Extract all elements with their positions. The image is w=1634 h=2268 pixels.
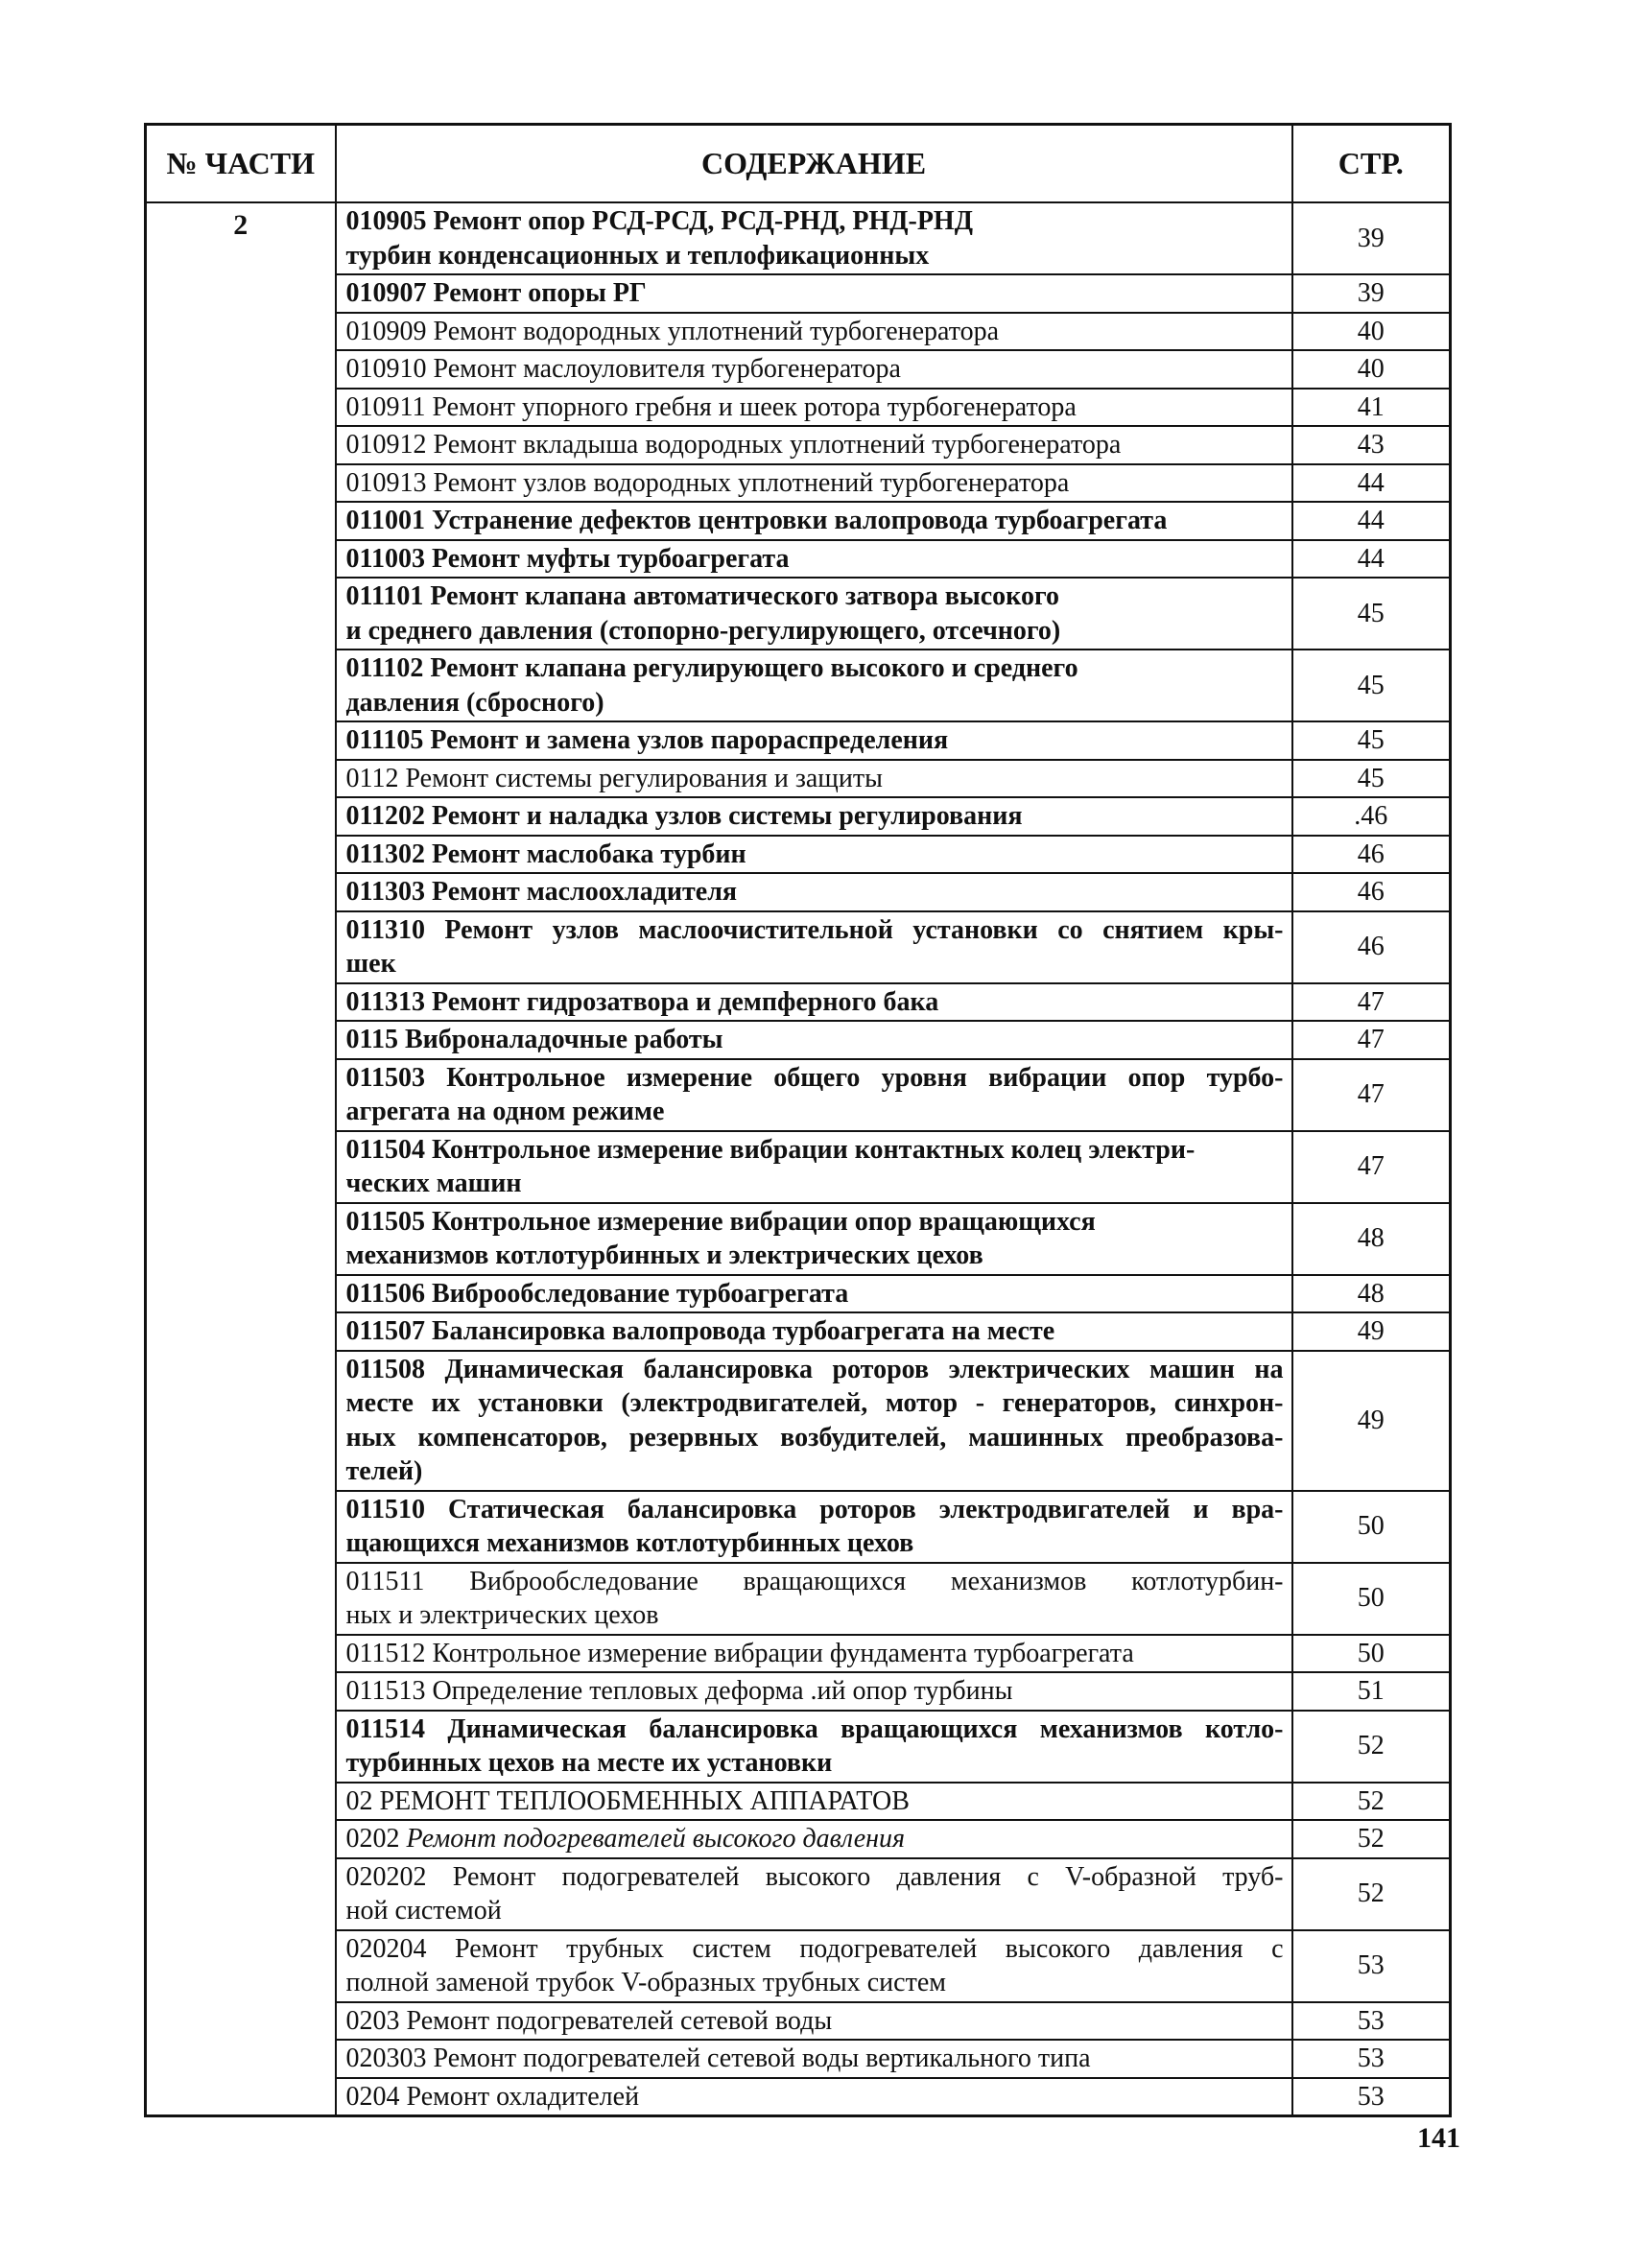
toc-entry xyxy=(336,202,1292,274)
toc-entry-line: 011310 Ремонт узлов маслоочистительной установки со снятием кры- xyxy=(345,914,1284,945)
toc-section-heading: 02 РЕМОНТ ТЕПЛООБМЕННЫХ АППАРАТОВ xyxy=(345,1785,910,1816)
toc-row xyxy=(146,313,1451,351)
toc-page: 41 xyxy=(1292,389,1451,427)
toc-entry xyxy=(336,1711,1292,1783)
toc-page: 48 xyxy=(1292,1275,1451,1313)
toc-page: 45 xyxy=(1292,721,1451,760)
toc-row xyxy=(146,1783,1451,1821)
toc-page: 49 xyxy=(1292,1351,1451,1491)
toc-entry xyxy=(336,274,1292,313)
header-contents-label: СОДЕРЖАНИЕ xyxy=(336,125,1292,203)
toc-row xyxy=(146,578,1451,650)
toc-entry xyxy=(336,1930,1292,2002)
toc-row xyxy=(146,1711,1451,1783)
toc-row xyxy=(146,721,1451,760)
toc-entry xyxy=(336,464,1292,503)
toc-entry xyxy=(336,873,1292,911)
toc-entry xyxy=(336,797,1292,836)
toc-page: 51 xyxy=(1292,1672,1451,1711)
toc-entry xyxy=(336,760,1292,798)
toc-page: 46 xyxy=(1292,911,1451,983)
toc-row xyxy=(146,1858,1451,1930)
toc-page: 52 xyxy=(1292,1858,1451,1930)
toc-row xyxy=(146,2040,1451,2078)
toc-page: .46 xyxy=(1292,797,1451,836)
toc-page: 45 xyxy=(1292,578,1451,650)
toc-entry-line: ческих машин xyxy=(345,1169,522,1198)
toc-entry xyxy=(336,1059,1292,1131)
toc-entry-line: 011513 Определение тепловых деформа .ий опор турбины xyxy=(345,1676,1013,1706)
toc-row xyxy=(146,911,1451,983)
toc-entry-line: 011507 Балансировка валопровода турбоагрегата на месте xyxy=(345,1316,1055,1346)
toc-row xyxy=(146,1491,1451,1563)
toc-entry-line: ных и электрических цехов xyxy=(345,1600,659,1630)
toc-entry-line: 020202 Ремонт подогревателей высокого давления с V-образной труб- xyxy=(345,1861,1284,1892)
toc-entry xyxy=(336,2078,1292,2116)
toc-entry-line: 010907 Ремонт опоры РГ xyxy=(345,278,647,308)
toc-entry xyxy=(336,1312,1292,1351)
toc-entry-line: 0204 Ремонт охладителей xyxy=(345,2081,640,2112)
toc-page: 48 xyxy=(1292,1203,1451,1275)
toc-entry-line: 011512 Контрольное измерение вибрации фундамента турбоагрегата xyxy=(345,1638,1134,1668)
toc-page: 44 xyxy=(1292,502,1451,540)
toc-row xyxy=(146,274,1451,313)
toc-table xyxy=(144,123,1452,2117)
toc-entry xyxy=(336,1491,1292,1563)
toc-entry-line: телей) xyxy=(345,1456,423,1486)
toc-row xyxy=(146,760,1451,798)
toc-entry xyxy=(336,1351,1292,1491)
toc-page: 53 xyxy=(1292,2002,1451,2041)
toc-entry-line: 011003 Ремонт муфты турбоагрегата xyxy=(345,543,790,574)
toc-page: 39 xyxy=(1292,202,1451,274)
toc-entry-line: 010910 Ремонт маслоуловителя турбогенератора xyxy=(345,354,901,384)
toc-entry-line: 010913 Ремонт узлов водородных уплотнений турбогенератора xyxy=(345,467,1070,498)
toc-row xyxy=(146,2078,1451,2116)
toc-row xyxy=(146,540,1451,579)
toc-page: 39 xyxy=(1292,274,1451,313)
toc-page: 52 xyxy=(1292,1711,1451,1783)
toc-row xyxy=(146,1131,1451,1203)
toc-entry-line: давления (сбросного) xyxy=(345,687,604,718)
toc-entry-line: 011503 Контрольное измерение общего уровня вибрации опор турбо- xyxy=(345,1062,1284,1093)
toc-entry xyxy=(336,502,1292,540)
toc-entry-code: 0202 xyxy=(345,1824,400,1854)
toc-entry-line: 011001 Устранение дефектов центровки валопровода турбоагрегата xyxy=(345,506,1168,535)
toc-entry xyxy=(336,983,1292,1022)
toc-entry-line: турбинных цехов на месте их установки xyxy=(345,1748,833,1778)
toc-page: 53 xyxy=(1292,2040,1451,2078)
toc-entry-line: 010905 Ремонт опор РСД-РСД, РСД-РНД, РНД-РНД xyxy=(345,206,973,236)
toc-row xyxy=(146,1203,1451,1275)
toc-entry-line: 020303 Ремонт подогревателей сетевой воды вертикального типа xyxy=(345,2044,1091,2073)
toc-entry xyxy=(336,350,1292,389)
toc-entry xyxy=(336,911,1292,983)
toc-row xyxy=(146,1351,1451,1491)
toc-entry-line: 011508 Динамическая балансировка роторов электрических машин на xyxy=(345,1354,1284,1384)
toc-entry xyxy=(336,721,1292,760)
toc-entry-line: 011510 Статическая балансировка роторов электродвигателей и вра- xyxy=(345,1494,1284,1524)
toc-page: 52 xyxy=(1292,1820,1451,1858)
toc-row xyxy=(146,873,1451,911)
toc-row xyxy=(146,1635,1451,1673)
toc-page: 50 xyxy=(1292,1635,1451,1673)
toc-row xyxy=(146,1672,1451,1711)
toc-page: 44 xyxy=(1292,540,1451,579)
toc-row xyxy=(146,650,1451,721)
toc-page: 52 xyxy=(1292,1783,1451,1821)
toc-entry-line: 010911 Ремонт упорного гребня и шеек ротора турбогенератора xyxy=(345,391,1077,422)
toc-entry-line: 0203 Ремонт подогревателей сетевой воды xyxy=(345,2005,833,2036)
toc-entry-line: механизмов котлотурбинных и электрических цехов xyxy=(345,1240,983,1270)
toc-row xyxy=(146,836,1451,874)
toc-entry-line: агрегата на одном режиме xyxy=(345,1097,665,1126)
toc-entry-line: 0112 Ремонт системы регулирования и защиты xyxy=(345,763,883,793)
toc-page: 40 xyxy=(1292,350,1451,389)
toc-entry xyxy=(336,650,1292,721)
toc-row xyxy=(146,389,1451,427)
toc-entry xyxy=(336,1672,1292,1711)
toc-entry xyxy=(336,1858,1292,1930)
toc-entry-line: 011505 Контрольное измерение вибрации опор вращающихся xyxy=(345,1206,1096,1237)
toc-entry-line: щающихся механизмов котлотурбинных цехов xyxy=(345,1528,914,1558)
toc-entry xyxy=(336,836,1292,874)
toc-entry xyxy=(336,540,1292,579)
toc-entry-line: 011101 Ремонт клапана автоматического затвора высокого xyxy=(345,581,1059,611)
toc-row xyxy=(146,464,1451,503)
toc-entry xyxy=(336,2040,1292,2078)
toc-entry-line: ных компенсаторов, резервных возбудителей, машинных преобразова- xyxy=(345,1422,1284,1453)
toc-entry-line: 011303 Ремонт маслоохладителя xyxy=(345,877,738,907)
toc-page: 43 xyxy=(1292,426,1451,464)
toc-page: 50 xyxy=(1292,1563,1451,1635)
toc-page: 47 xyxy=(1292,983,1451,1022)
toc-entry xyxy=(336,426,1292,464)
part-number: 2 xyxy=(146,202,336,2116)
toc-row xyxy=(146,1563,1451,1635)
toc-row xyxy=(146,1312,1451,1351)
toc-row xyxy=(146,983,1451,1022)
toc-entry xyxy=(336,313,1292,351)
toc-entry-line: 0115 Виброналадочные работы xyxy=(345,1025,723,1054)
toc-entry xyxy=(336,1563,1292,1635)
toc-entry xyxy=(336,1203,1292,1275)
toc-entry xyxy=(336,1635,1292,1673)
toc-entry xyxy=(336,578,1292,650)
toc-page: 44 xyxy=(1292,464,1451,503)
toc-entry-line: 011511 Виброобследование вращающихся механизмов котлотурбин- xyxy=(345,1566,1284,1596)
toc-page: 47 xyxy=(1292,1021,1451,1059)
toc-page: 46 xyxy=(1292,836,1451,874)
toc-page: 46 xyxy=(1292,873,1451,911)
toc-entry-line: полной заменой трубок V-образных трубных систем xyxy=(345,1968,946,1997)
toc-page: 53 xyxy=(1292,2078,1451,2116)
toc-row xyxy=(146,426,1451,464)
toc-entry-line: 011102 Ремонт клапана регулирующего высокого и среднего xyxy=(345,653,1078,683)
toc-entry xyxy=(336,1131,1292,1203)
toc-page: 40 xyxy=(1292,313,1451,351)
toc-entry-line: 011202 Ремонт и наладка узлов системы регулирования xyxy=(345,801,1023,831)
toc-page: 47 xyxy=(1292,1059,1451,1131)
toc-row xyxy=(146,2002,1451,2041)
toc-entry-line: 011105 Ремонт и замена узлов парораспределения xyxy=(345,725,949,755)
header-part-label: № ЧАСТИ xyxy=(146,125,336,203)
toc-entry-line: шек xyxy=(345,949,396,979)
toc-page: 53 xyxy=(1292,1930,1451,2002)
toc-entry-line: 010909 Ремонт водородных уплотнений турбогенератора xyxy=(345,316,1000,346)
toc-entry-line: 011514 Динамическая балансировка вращающихся механизмов котло- xyxy=(345,1713,1284,1744)
toc-entry xyxy=(336,1820,1292,1858)
toc-page: 47 xyxy=(1292,1131,1451,1203)
toc-entry-line: и среднего давления (стопорно-регулирующего, отсечного) xyxy=(345,615,1061,646)
toc-entry-line: 011504 Контрольное измерение вибрации контактных колец электри- xyxy=(345,1134,1196,1165)
toc-entry-line: 011302 Ремонт маслобака турбин xyxy=(345,839,746,869)
toc-page: 50 xyxy=(1292,1491,1451,1563)
header-page-label: СТР. xyxy=(1292,125,1451,203)
toc-entry xyxy=(336,1783,1292,1821)
toc-entry xyxy=(336,389,1292,427)
toc-entry xyxy=(336,1021,1292,1059)
toc-row xyxy=(146,1059,1451,1131)
toc-entry xyxy=(336,1275,1292,1313)
toc-row xyxy=(146,1820,1451,1858)
toc-row xyxy=(146,797,1451,836)
toc-row xyxy=(146,1275,1451,1313)
toc-entry xyxy=(336,2002,1292,2041)
toc-entry-line: турбин конденсационных и теплофикационных xyxy=(345,240,930,271)
toc-row xyxy=(146,502,1451,540)
toc-row xyxy=(146,1021,1451,1059)
toc-entry-line: 011313 Ремонт гидрозатвора и демпферного бака xyxy=(345,986,939,1017)
toc-entry-line: 020204 Ремонт трубных систем подогревателей высокого давления с xyxy=(345,1933,1284,1964)
toc-page: 45 xyxy=(1292,760,1451,798)
toc-row xyxy=(146,1930,1451,2002)
toc-entry-line: 011506 Виброобследование турбоагрегата xyxy=(345,1278,849,1309)
toc-page: 49 xyxy=(1292,1312,1451,1351)
toc-row xyxy=(146,350,1451,389)
toc-entry-title: Ремонт подогревателей высокого давления xyxy=(406,1824,906,1854)
toc-entry-line: месте их установки (электродвигателей, мотор - генераторов, синхрон- xyxy=(345,1388,1284,1418)
toc-entry-line: ной системой xyxy=(345,1896,502,1925)
page-number: 141 xyxy=(1417,2122,1460,2154)
toc-row xyxy=(146,202,1451,274)
toc-page: 45 xyxy=(1292,650,1451,721)
toc-header-row xyxy=(146,125,1451,203)
toc-entry-line: 010912 Ремонт вкладыша водородных уплотнений турбогенератора xyxy=(345,430,1122,460)
